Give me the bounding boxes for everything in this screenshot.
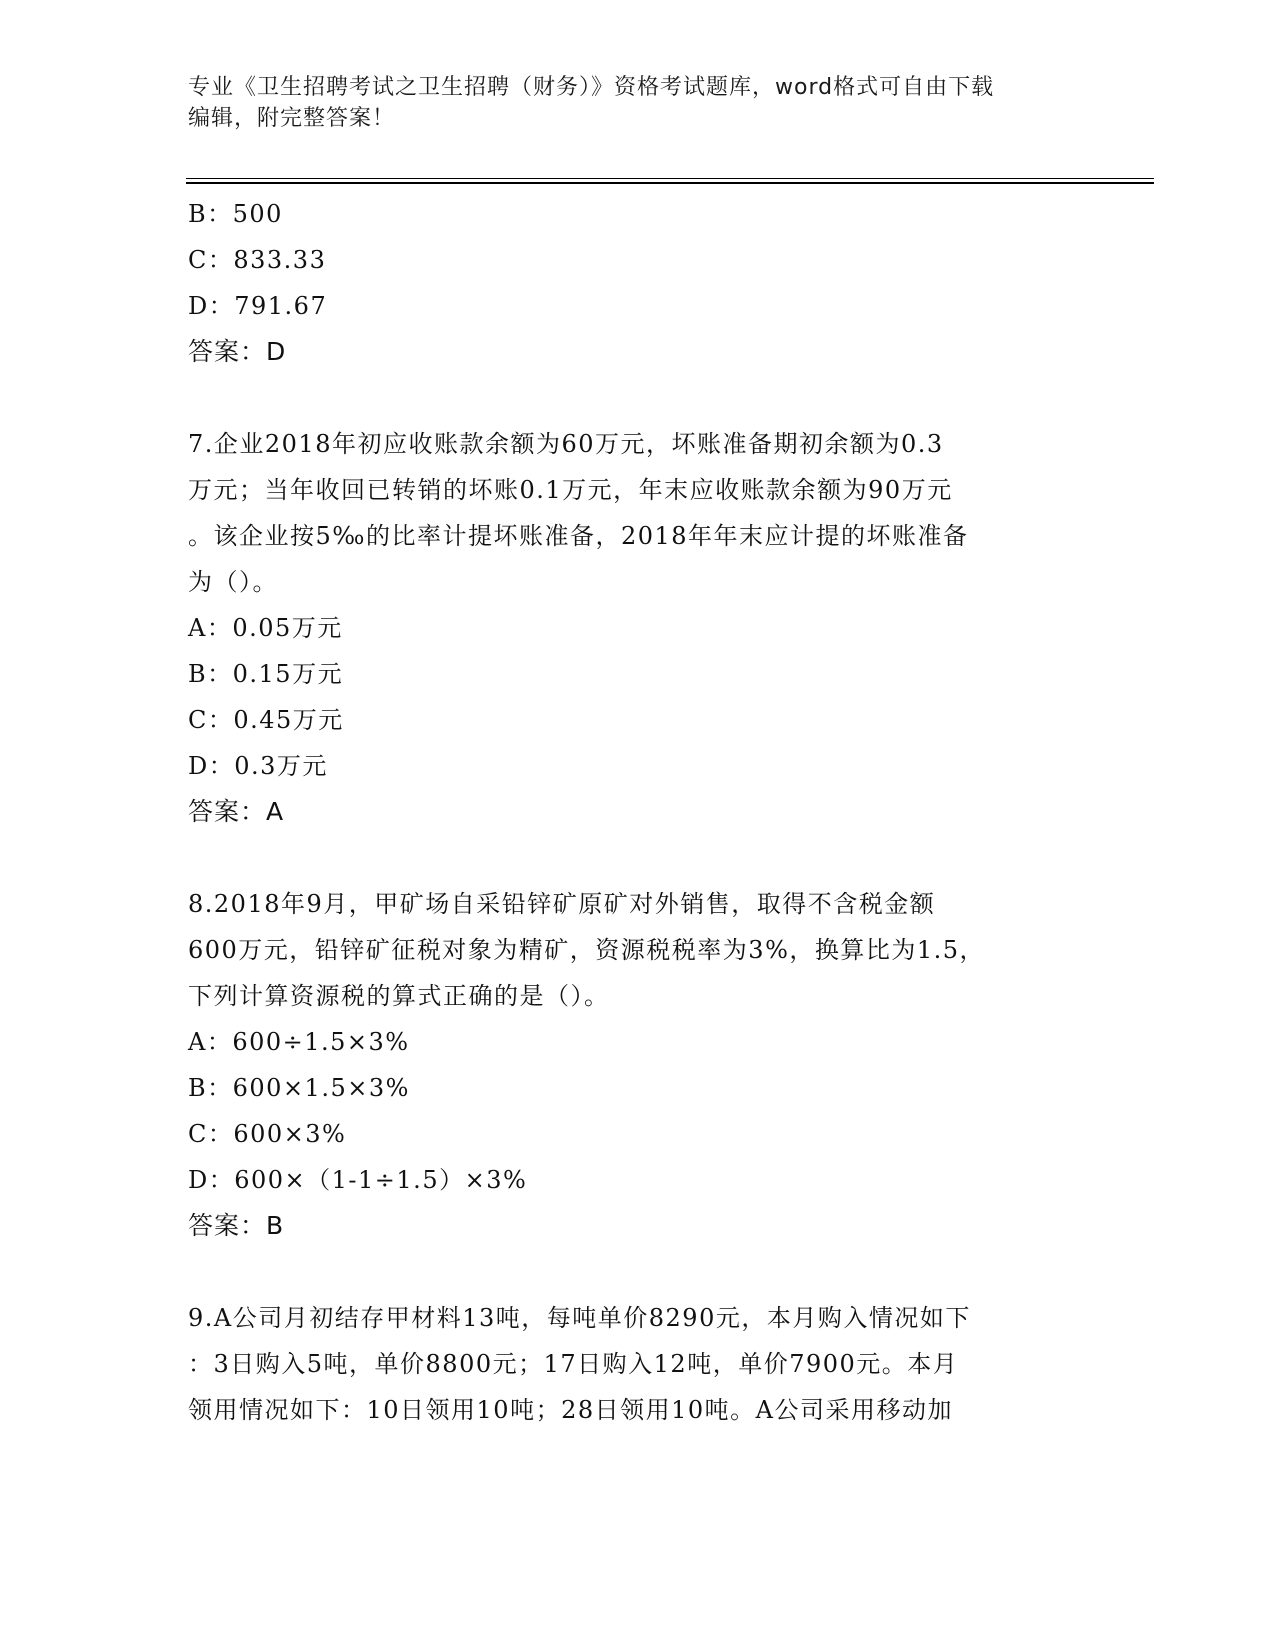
option-c: C：0.45万元	[188, 706, 344, 734]
document-body	[188, 191, 1088, 1433]
option-c: C：833.33	[188, 246, 327, 274]
option-b: B：500	[188, 200, 283, 228]
question-8	[188, 881, 1088, 1249]
option-b: B：0.15万元	[188, 660, 344, 688]
question-text-line: 8.2018年9月，甲矿场自采铅锌矿原矿对外销售，取得不含税金额	[188, 890, 936, 918]
option-d: D：600×（1-1÷1.5）×3%	[188, 1166, 528, 1194]
question-text-line: 9.A公司月初结存甲材料13吨，每吨单价8290元，本月购入情况如下	[188, 1304, 971, 1332]
question-9	[188, 1295, 1088, 1433]
option-a: A：0.05万元	[188, 614, 343, 642]
option-c: C：600×3%	[188, 1120, 347, 1148]
answer: 答案：D	[188, 337, 287, 366]
question-text-line: 为（）。	[188, 568, 278, 596]
answer: 答案：A	[188, 797, 285, 826]
question-text-line: 7.企业2018年初应收账款余额为60万元，坏账准备期初余额为0.3	[188, 430, 944, 458]
question-7	[188, 421, 1088, 835]
answer: 答案：B	[188, 1211, 285, 1240]
question-text-line: 领用情况如下：10日领用10吨；28日领用10吨。A公司采用移动加	[188, 1396, 953, 1424]
header-line-2: 编辑，附完整答案！	[188, 106, 396, 131]
header-divider-thin	[186, 178, 1154, 179]
prev-question	[188, 191, 1088, 375]
option-b: B：600×1.5×3%	[188, 1074, 410, 1102]
header-divider-thick	[186, 182, 1154, 184]
question-text-line: 。该企业按5‰的比率计提坏账准备，2018年年末应计提的坏账准备	[188, 522, 969, 550]
question-text-line: 万元；当年收回已转销的坏账0.1万元，年末应收账款余额为90万元	[188, 476, 953, 504]
option-a: A：600÷1.5×3%	[188, 1028, 410, 1056]
document-header	[188, 72, 1088, 134]
header-line-1: 专业《卫生招聘考试之卫生招聘（财务）》资格考试题库，word格式可自由下载	[188, 75, 995, 100]
option-d: D：791.67	[188, 292, 328, 320]
option-d: D：0.3万元	[188, 752, 328, 780]
question-text-line: 600万元，铅锌矿征税对象为精矿，资源税税率为3%，换算比为1.5，	[188, 936, 986, 964]
question-text-line: 下列计算资源税的算式正确的是（）。	[188, 982, 610, 1010]
question-text-line: ：3日购入5吨，单价8800元；17日购入12吨，单价7900元。本月	[188, 1350, 959, 1378]
